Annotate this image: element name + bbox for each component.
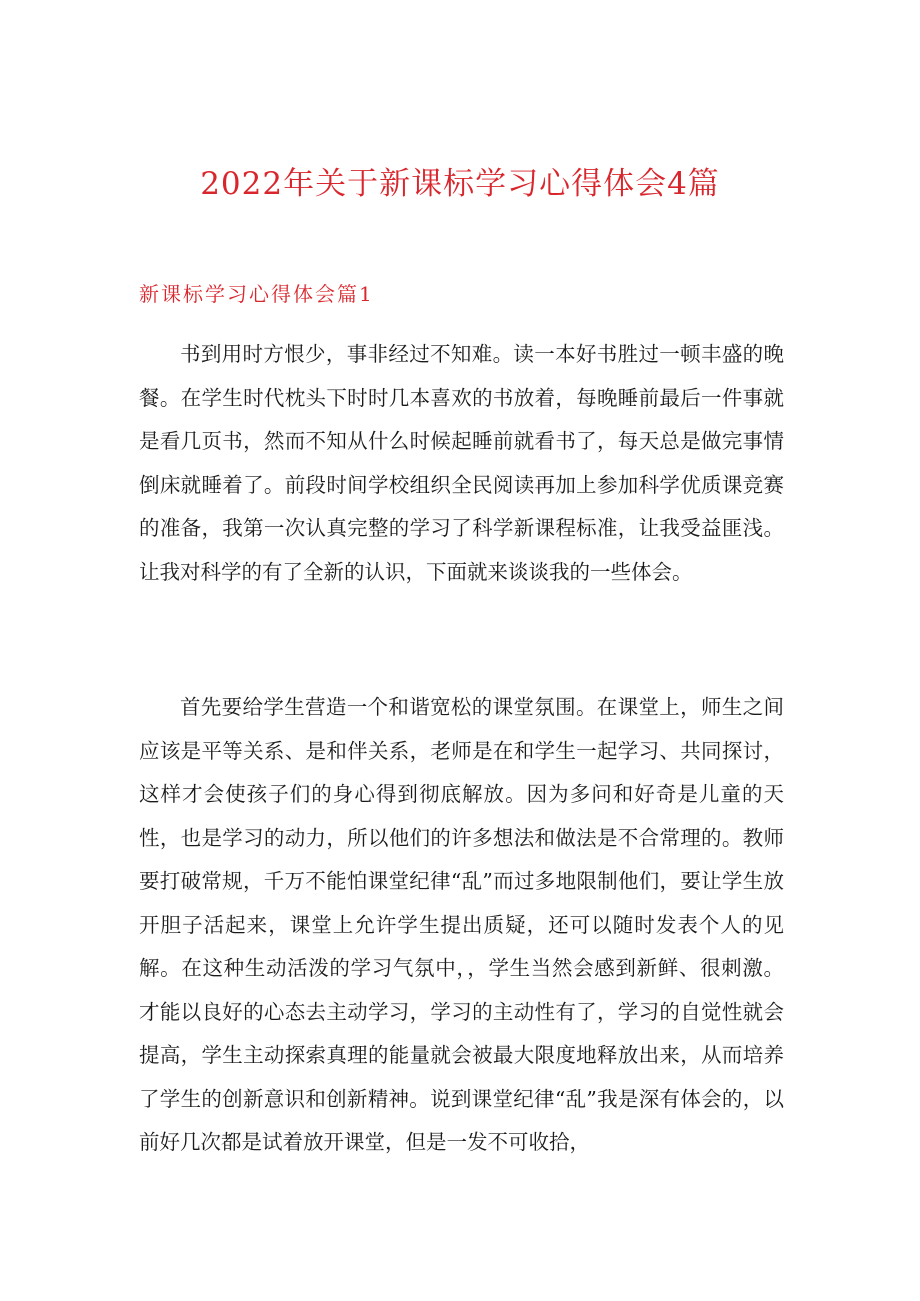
document-title: 2022年关于新课标学习心得体会4篇: [200, 166, 720, 202]
body-paragraph: 书到用时方恨少，事非经过不知难。读一本好书胜过一顿丰盛的晚餐。在学生时代枕头下时时几本喜欢的书放着，每晚睡前最后一件事就是看几页书，然而不知从什么时候起睡前就看书了，每天总是做完事情倒床就睡着了。前段时间学校组织全民阅读再加上参加科学优质课竞赛的准备，我第一次认真完整的学习了科学新课程标准，让我受益匪浅。让我对科学的有了全新的认识，下面就来谈谈我的一些体会。: [139, 342, 784, 584]
section-heading: 新课标学习心得体会篇1: [139, 282, 374, 306]
body-paragraph: 首先要给学生营造一个和谐宽松的课堂氛围。在课堂上，师生之间应该是平等关系、是和伴关系，老师是在和学生一起学习、共同探讨，这样才会使孩子们的身心得到彻底解放。因为多问和好奇是儿童的天性，也是学习的动力，所以他们的许多想法和做法是不合常理的。教师要打破常规，千万不能怕课堂纪律“乱”而过多地限制他们，要让学生放开胆子活起来，课堂上允许学生提出质疑，还可以随时发表个人的见解。在这种生动活泼的学习气氛中，，学生当然会感到新鲜、很刺激。才能以良好的心态去主动学习，学习的主动性有了，学习的自觉性就会提高，学生主动探索真理的能量就会被最大限度地释放出来，从而培养了学生的创新意识和创新精神。说到课堂纪律“乱”我是深有体会的，以前好几次都是试着放开课堂，但是一发不可收拾，: [139, 695, 784, 1154]
